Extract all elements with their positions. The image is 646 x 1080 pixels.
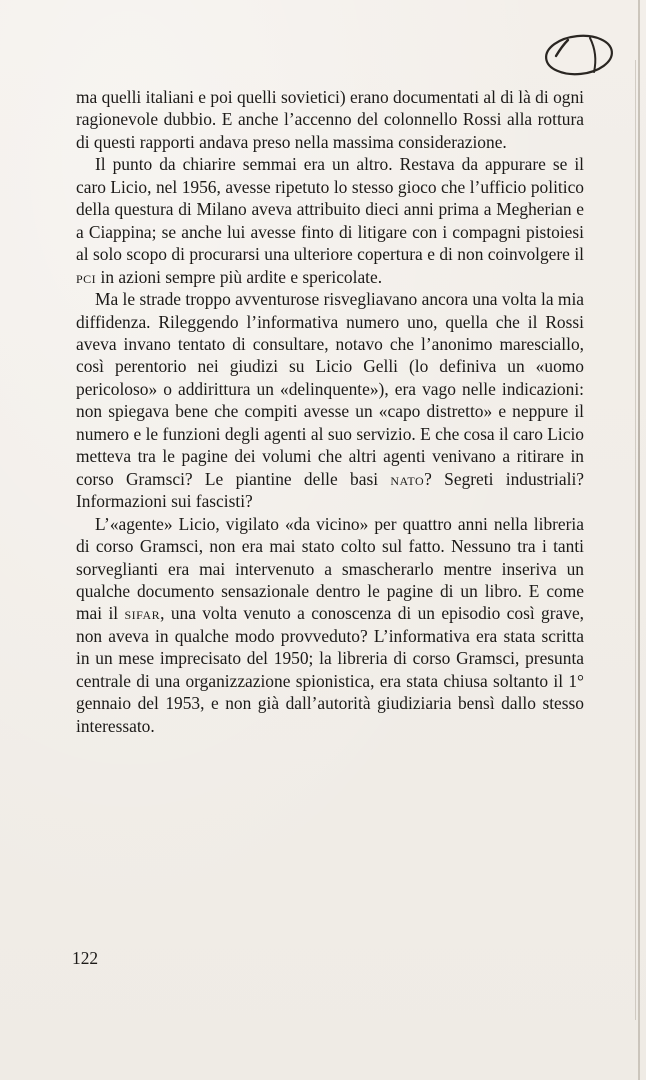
abbreviation: nato <box>390 468 425 489</box>
paragraph <box>76 86 584 153</box>
archive-number-stamp <box>538 26 620 82</box>
text-run: L’«agente» Licio, vigilato «da vicino» per quattro anni nella libreria di corso Gramsci, non era mai stato colto sul fatto. Nessuno tra i tanti sorveglianti era mai intervenuto a smascherarlo mentre inseriva un qualche documento sensazionale dentro le pagine di un libro. E come mai il <box>76 513 584 624</box>
paragraph <box>76 153 584 288</box>
text-run: Ma le strade troppo avventurose risvegliavano ancora una volta la mia diffidenza. Rileggendo l’informativa numero uno, quella che il Rossi aveva invano tentato di consultare, notavo che l’anonimo maresciallo, così perentorio nei giudizi su Licio Gelli (lo definiva un «uomo pericoloso» o addirittura un «delinquente»), era vago nelle indicazioni: non spiegava bene che compiti avesse un «capo distretto» e neppure il numero e le funzioni degli agenti al suo servizio. E che cosa il caro Licio metteva tra le pagine dei volumi che altri agenti venivano a ritirare in corso Gramsci? Le piantine delle basi <box>76 289 584 489</box>
text-run: ? Segreti industriali? Informazioni sui fascisti? <box>76 468 584 512</box>
paragraph <box>76 513 584 738</box>
abbreviation: sifar <box>124 603 161 624</box>
page-edge <box>638 0 640 1080</box>
abbreviation: pci <box>76 266 97 287</box>
page-number: 122 <box>72 948 99 968</box>
text-run: , una volta venuto a conoscenza di un episodio così grave, non aveva in qualche modo provveduto? L’informativa era stata scritta in un mese imprecisato del 1950; la libreria di corso Gramsci, presunta centrale di una organizzazione spionistica, era stata chiusa soltanto il 1° gennaio del 1953, e non già dall’autorità giudiziaria bensì dallo stesso interessato. <box>76 603 585 736</box>
text-run: Il punto da chiarire semmai era un altro. Restava da appurare se il caro Licio, nel 1956, avesse ripetuto lo stesso gioco che l’ufficio politico della questura di Milano aveva attribuito dieci anni prima a Megherian e a Ciappina; se anche lui avesse finto di litigare con i compagni pistoiesi al solo scopo di procurarsi una ulteriore copertura e di non coinvolgere il <box>76 154 584 265</box>
page-edge-shadow <box>635 60 636 1020</box>
paragraph <box>76 288 584 513</box>
text-run: in azioni sempre più ardite e spericolate. <box>96 266 383 287</box>
body-text <box>76 86 584 737</box>
text-run: ma quelli italiani e poi quelli sovietici) erano documentati al di là di ogni ragionevole dubbio. E anche l’accenno del colonnello Rossi alla rottura di questi rapporti andava preso nella massima considerazione. <box>76 87 584 152</box>
